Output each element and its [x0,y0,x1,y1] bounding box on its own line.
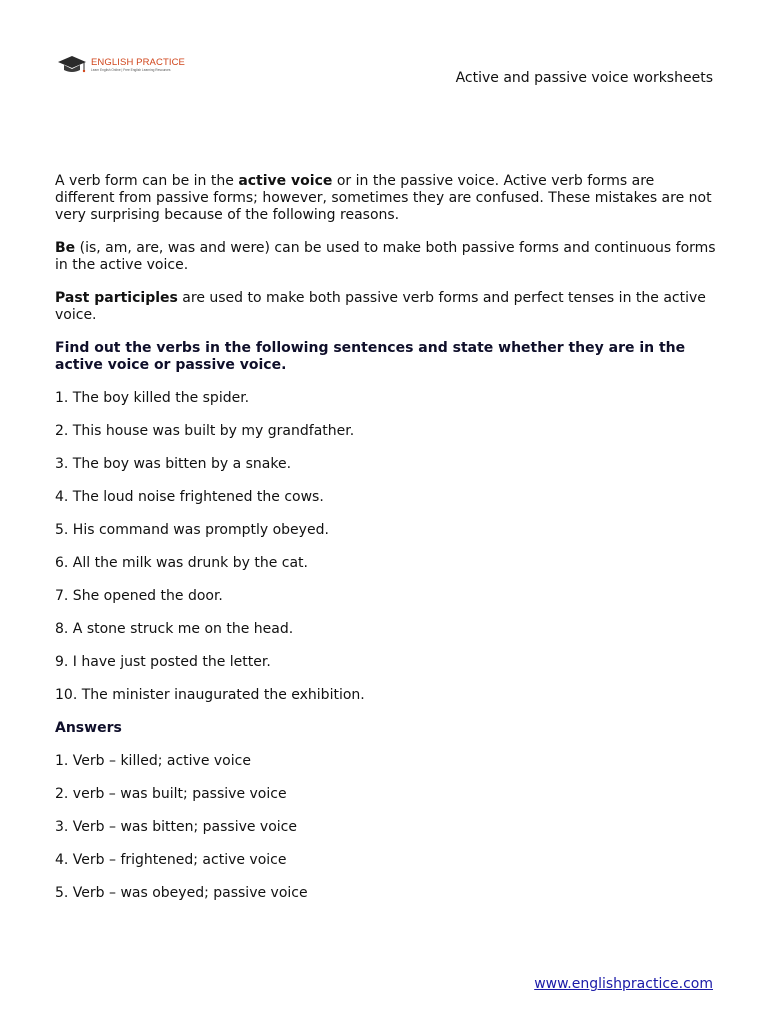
question-item: 9. I have just posted the letter. [55,654,271,670]
intro-paragraph-3 [55,290,717,324]
answers-heading: Answers [55,720,122,736]
question-item: 4. The loud noise frightened the cows. [55,489,324,505]
question-item: 2. This house was built by my grandfather. [55,423,355,439]
question-item: 10. The minister inaugurated the exhibition. [55,687,365,703]
question-item: 1. The boy killed the spider. [55,390,250,406]
intro-bold-term: Past participles [55,290,178,306]
exercise-instruction: Find out the verbs in the following sentences and state whether they are in the active voice or passive voice. [55,340,686,373]
logo-tagline: Learn English Online | Free English Learning Resources [91,68,171,73]
question-item: 6. All the milk was drunk by the cat. [55,555,308,571]
intro-text: A verb form can be in the [55,173,239,189]
footer-website-link[interactable]: www.englishpractice.com [534,976,713,992]
answer-item: 1. Verb – killed; active voice [55,753,251,769]
intro-paragraph-2 [55,240,717,274]
intro-paragraph-1 [55,173,717,224]
answer-item: 5. Verb – was obeyed; passive voice [55,885,308,901]
question-item: 5. His command was promptly obeyed. [55,522,329,538]
logo-name: ENGLISH PRACTICE [91,56,185,68]
intro-text: are used to make both passive verb forms and perfect tenses in the active voice. [55,290,706,323]
question-item: 7. She opened the door. [55,588,223,604]
question-item: 8. A stone struck me on the head. [55,621,294,637]
site-logo [57,52,187,78]
answer-item: 3. Verb – was bitten; passive voice [55,819,297,835]
answer-item: 4. Verb – frightened; active voice [55,852,287,868]
intro-bold-term: Be [55,240,76,256]
page-header-title: Active and passive voice worksheets [455,70,713,86]
logo-text [91,58,185,73]
question-item: 3. The boy was bitten by a snake. [55,456,292,472]
intro-bold-term: active voice [238,173,333,189]
intro-text: or in the passive voice. Active verb forms are different from passive forms; however, sometimes they are confused. These mistakes are not very surprising because of the following reasons. [55,173,712,223]
intro-text: (is, am, are, was and were) can be used to make both passive forms and continuous forms in the active voice. [55,240,716,273]
graduation-cap-icon [57,53,87,77]
worksheet-body [55,173,717,918]
answer-item: 2. verb – was built; passive voice [55,786,287,802]
